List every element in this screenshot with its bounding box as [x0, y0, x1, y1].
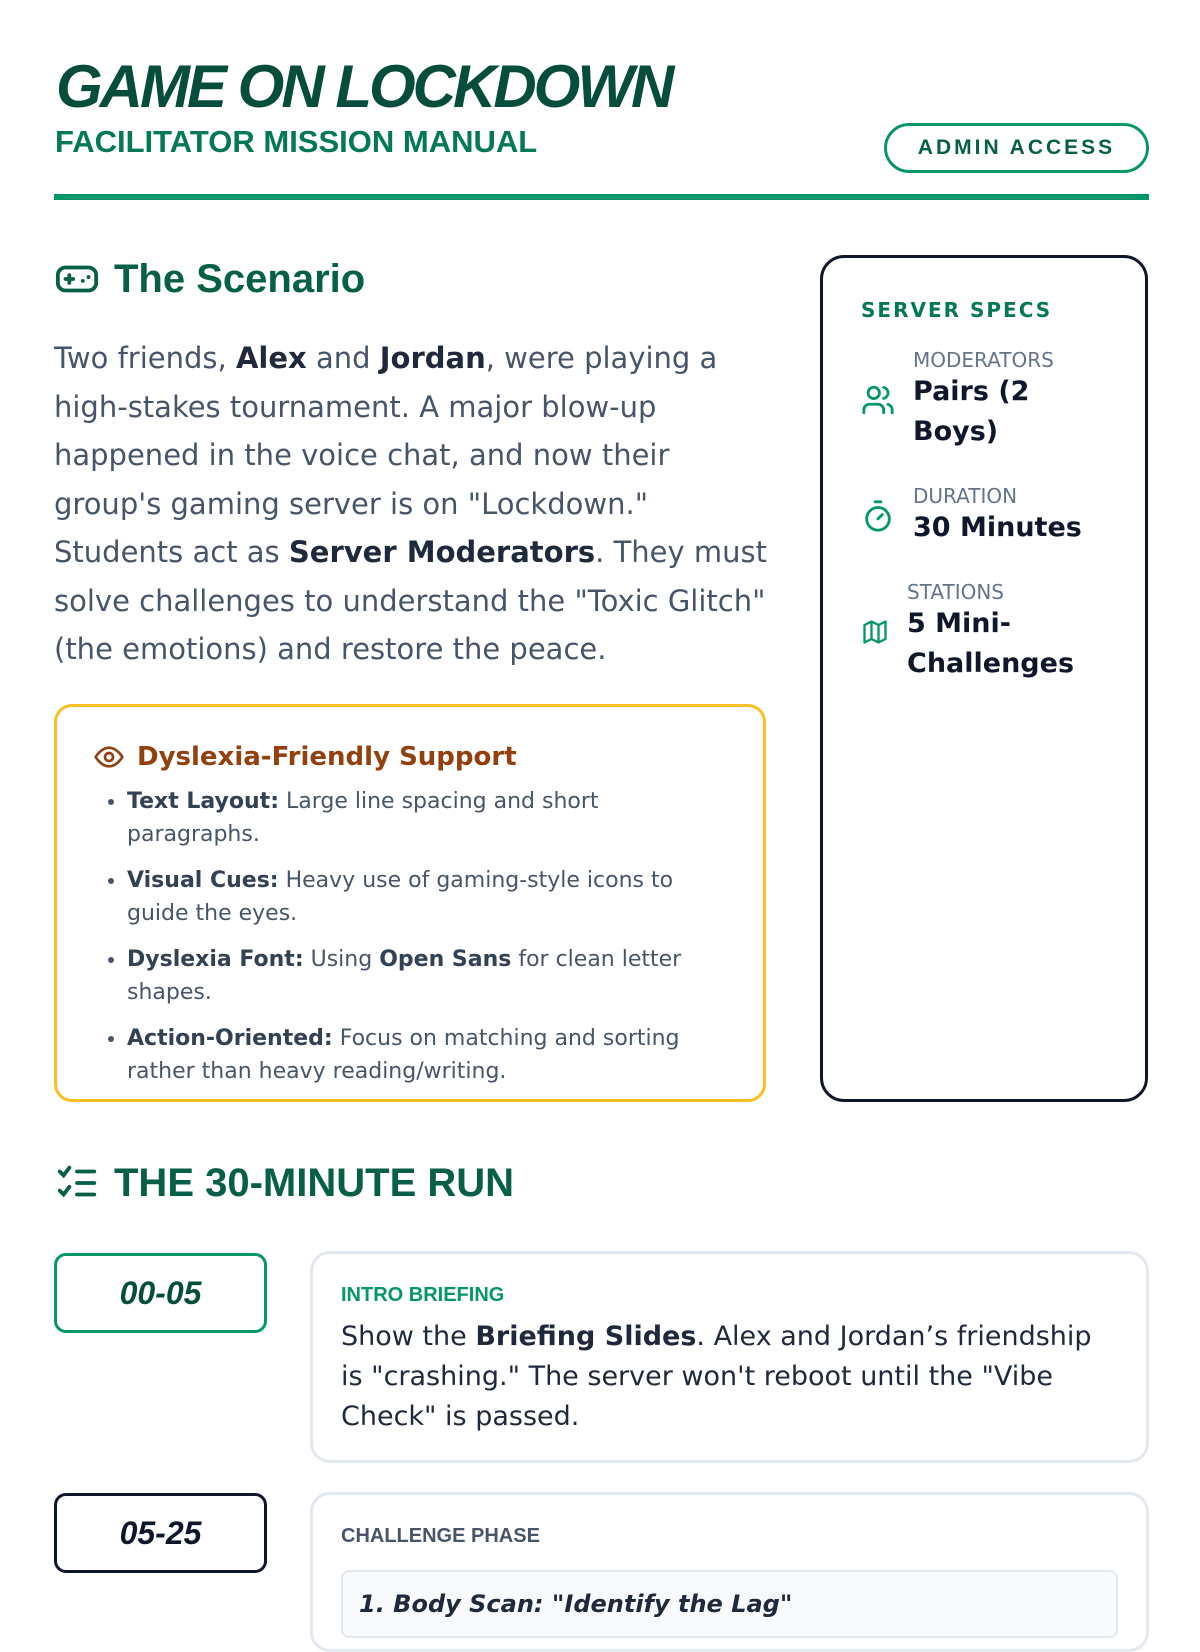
scenario-paragraph: Two friends, Alex and Jordan, were playing a high-stakes tournament. A major blow-up happened in the voice chat, and now their group's gaming server is on "Lockdown." Students act as Server Moderators. They must solve challenges to understand the "Toxic Glitch" (the emotions) and restore the peace. [54, 341, 768, 666]
time-badge: 05-25 [54, 1493, 267, 1573]
run-heading: THE 30-MINUTE RUN [54, 1160, 514, 1206]
header-divider [54, 194, 1149, 200]
list-item: • Visual Cues: Heavy use of gaming-style icons to guide the eyes. [127, 864, 727, 930]
list-item: • Dyslexia Font: Using Open Sans for clean letter shapes. [127, 943, 727, 1009]
server-specs-card [820, 255, 1148, 1102]
gamepad-icon [54, 256, 100, 302]
page-title: GAME ON LOCKDOWN [56, 53, 672, 120]
scenario-heading-text: The Scenario [114, 256, 366, 301]
list-item: • Text Layout: Large line spacing and short paragraphs. [127, 785, 727, 851]
list-checks-icon [54, 1160, 100, 1206]
spec-stations: STATIONS 5 Mini-Challenges [861, 580, 1107, 684]
time-badge: 00-05 [54, 1253, 267, 1333]
step-card-intro [310, 1251, 1149, 1463]
eye-icon [93, 741, 125, 773]
admin-access-button[interactable]: ADMIN ACCESS [884, 123, 1149, 173]
dyslexia-support-box [54, 704, 766, 1102]
timer-icon [861, 499, 895, 533]
step-text: Show the Briefing Slides. Alex and Jordan’s friendship is "crashing." The server won't reboot until the "Vibe Check" is passed. [341, 1321, 1092, 1432]
step-card-challenge [310, 1492, 1149, 1652]
support-list [93, 785, 727, 1088]
map-icon [861, 618, 889, 646]
list-item: • Action-Oriented: Focus on matching and sorting rather than heavy reading/writing. [127, 1022, 727, 1088]
step-label: CHALLENGE PHASE [341, 1525, 540, 1547]
scenario-heading [54, 256, 365, 302]
step-label: INTRO BRIEFING [341, 1284, 505, 1306]
users-icon [861, 383, 895, 417]
page-subtitle: FACILITATOR MISSION MANUAL [55, 124, 538, 159]
support-heading: Dyslexia-Friendly Support [93, 741, 727, 773]
spec-moderators: MODERATORS Pairs (2 Boys) [861, 348, 1107, 452]
challenge-item: 1. Body Scan: "Identify the Lag" [341, 1570, 1118, 1638]
spec-duration: DURATION 30 Minutes [861, 484, 1107, 548]
specs-heading: SERVER SPECS [861, 298, 1053, 322]
